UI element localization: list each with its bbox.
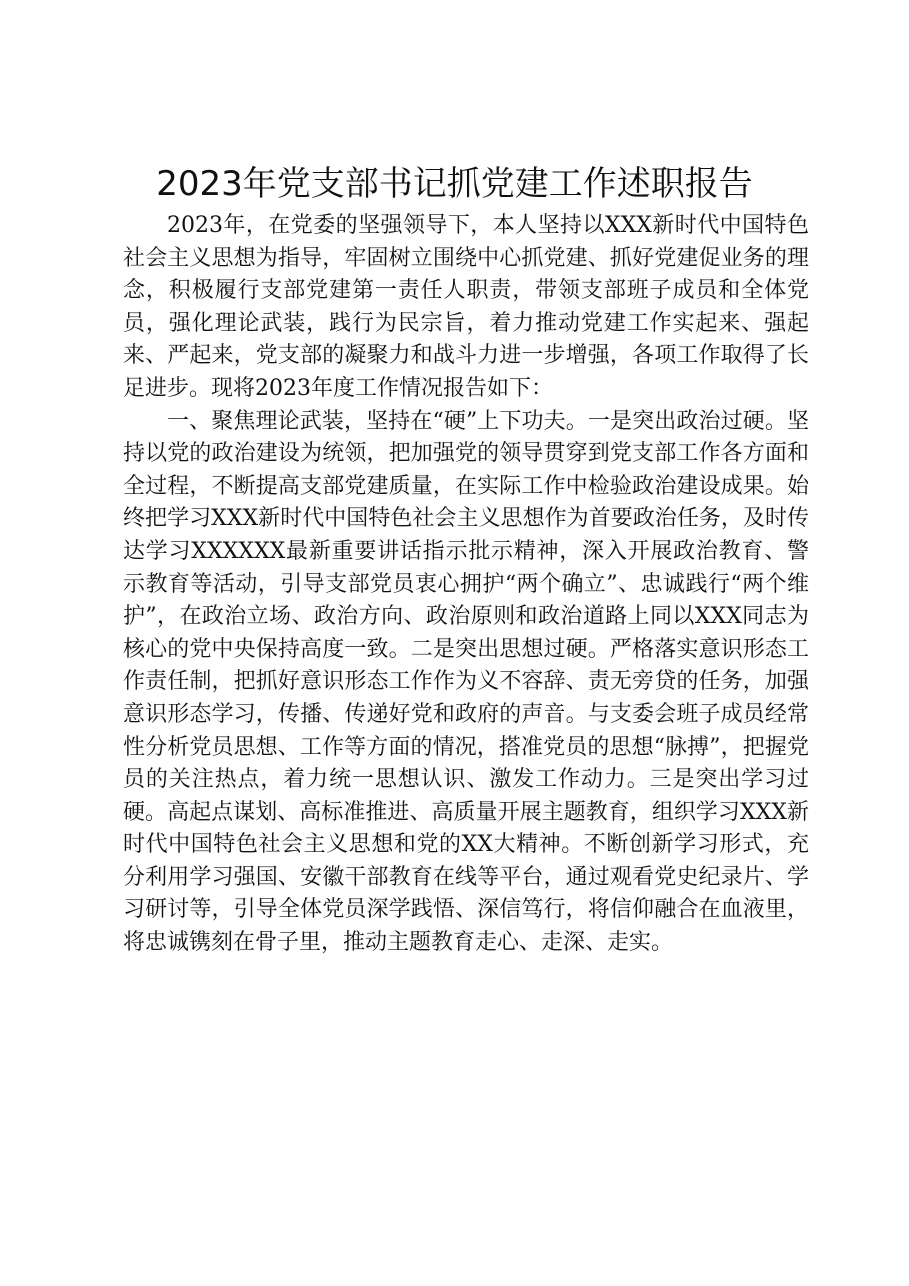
document-body (123, 210, 809, 960)
paragraph-intro: 2023年，在党委的坚强领导下，本人坚持以XXX新时代中国特色社会主义思想为指导，牢固树立围绕中心抓党建、抓好党建促业务的理念，积极履行支部党建第一责任人职责，带领支部班子成员和全体党员，强化理论武装，践行为民宗旨，着力推动党建工作实起来、强起来、严起来，党支部的凝聚力和战斗力进一步增强，各项工作取得了长足进步。现将2023年度工作情况报告如下： (123, 213, 809, 401)
document-title: 2023年党支部书记抓党建工作述职报告 (156, 164, 753, 204)
paragraph-section-one: 一、聚焦理论武装，坚持在“硬”上下功夫。一是突出政治过硬。坚持以党的政治建设为统领，把加强党的领导贯穿到党支部工作各方面和全过程，不断提高支部党建质量，在实际工作中检验政治建设成果。始终把学习XXX新时代中国特色社会主义思想作为首要政治任务，及时传达学习XXXXXX最新重要讲话指示批示精神，深入开展政治教育、警示教育等活动，引导支部党员衷心拥护“两个确立”、忠诚践行“两个维护”，在政治立场、政治方向、政治原则和政治道路上同以XXX同志为核心的党中央保持高度一致。二是突出思想过硬。严格落实意识形态工作责任制，把抓好意识形态工作作为义不容辞、责无旁贷的任务，加强意识形态学习，传播、传递好党和政府的声音。与支委会班子成员经常性分析党员思想、工作等方面的情况，搭准党员的思想“脉搏”，把握党员的关注热点，着力统一思想认识、激发工作动力。三是突出学习过硬。高起点谋划、高标准推进、高质量开展主题教育，组织学习XXX新时代中国特色社会主义思想和党的XX大精神。不断创新学习形式，充分利用学习强国、安徽干部教育在线等平台，通过观看党史纪录片、学习研讨等，引导全体党员深学践悟、深信笃行，将信仰融合在血液里，将忠诚镌刻在骨子里，推动主题教育走心、走深、走实。 (123, 408, 809, 956)
